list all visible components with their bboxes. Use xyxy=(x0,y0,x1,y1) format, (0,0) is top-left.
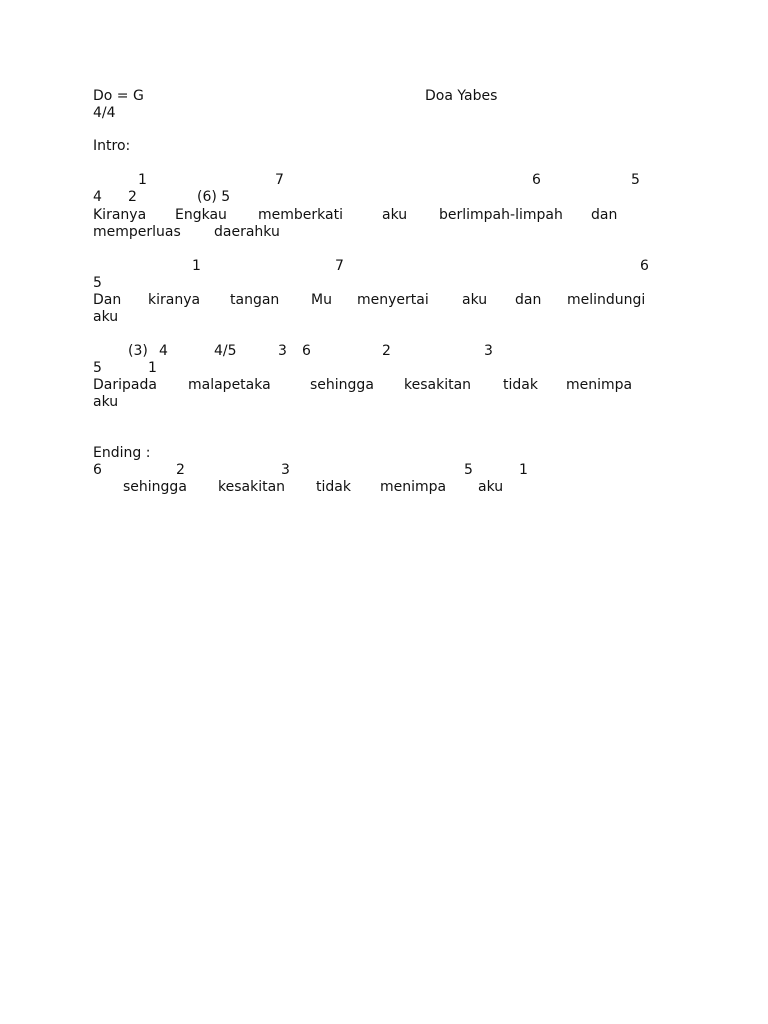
chord: 5 xyxy=(631,172,640,188)
chord: 5 xyxy=(464,462,473,478)
chord: 2 xyxy=(382,343,391,359)
lyric-word: tidak xyxy=(503,377,538,393)
lyric-word: Mu xyxy=(311,292,332,308)
chord: (3) xyxy=(128,343,148,359)
lyric-word: melindungi xyxy=(567,292,646,308)
lyric-word: berlimpah-limpah xyxy=(439,207,563,223)
chord: 6 xyxy=(93,462,102,478)
lyric-word: kesakitan xyxy=(404,377,472,393)
chord: 1 xyxy=(519,462,528,478)
chord: 2 xyxy=(128,189,137,205)
lyric-word: menimpa xyxy=(566,377,633,393)
chord: 5 xyxy=(93,360,102,376)
lyric-word: kiranya xyxy=(148,292,201,308)
chord: 6 xyxy=(302,343,311,359)
ending-label: Ending : xyxy=(93,445,151,461)
chord: 6 xyxy=(532,172,541,188)
chord: 7 xyxy=(275,172,284,188)
lyric-word: dan xyxy=(515,292,542,308)
lyric-word: tangan xyxy=(230,292,280,308)
lyric-word: Dan xyxy=(93,292,122,308)
lyric-word: sehingga xyxy=(123,479,187,495)
chord: 6 xyxy=(640,258,649,274)
lyric-word: Kiranya xyxy=(93,207,147,223)
chord: 3 xyxy=(484,343,493,359)
lyric-word: kesakitan xyxy=(218,479,286,495)
lyric-word: daerahku xyxy=(214,224,280,240)
lyric-word: memberkati xyxy=(258,207,343,223)
lyric-word: memperluas xyxy=(93,224,181,240)
chord: 3 xyxy=(281,462,290,478)
lyric-word: dan xyxy=(591,207,618,223)
intro-label: Intro: xyxy=(93,138,131,154)
chord: (6) 5 xyxy=(197,189,231,205)
lyric-word: aku xyxy=(93,394,119,410)
song-title: Doa Yabes xyxy=(425,88,498,104)
lyric-word: aku xyxy=(93,309,119,325)
lyric-word: menimpa xyxy=(380,479,447,495)
chord: 3 xyxy=(278,343,287,359)
lyric-word: Daripada xyxy=(93,377,157,393)
lyric-word: Engkau xyxy=(175,207,227,223)
chord: 1 xyxy=(148,360,157,376)
key-signature: Do = G xyxy=(93,88,144,104)
chord: 2 xyxy=(176,462,185,478)
chord: 5 xyxy=(93,275,102,291)
lyric-word: aku xyxy=(478,479,504,495)
chord: 1 xyxy=(138,172,147,188)
lyric-word: aku xyxy=(382,207,408,223)
chord: 7 xyxy=(335,258,344,274)
chord: 1 xyxy=(192,258,201,274)
lyric-word: aku xyxy=(462,292,488,308)
lyric-word: menyertai xyxy=(357,292,429,308)
lyric-word: sehingga xyxy=(310,377,374,393)
chord: 4 xyxy=(159,343,168,359)
lyric-word: tidak xyxy=(316,479,351,495)
lyric-word: malapetaka xyxy=(188,377,271,393)
chord: 4/5 xyxy=(214,343,237,359)
chord: 4 xyxy=(93,189,102,205)
time-signature: 4/4 xyxy=(93,105,116,121)
